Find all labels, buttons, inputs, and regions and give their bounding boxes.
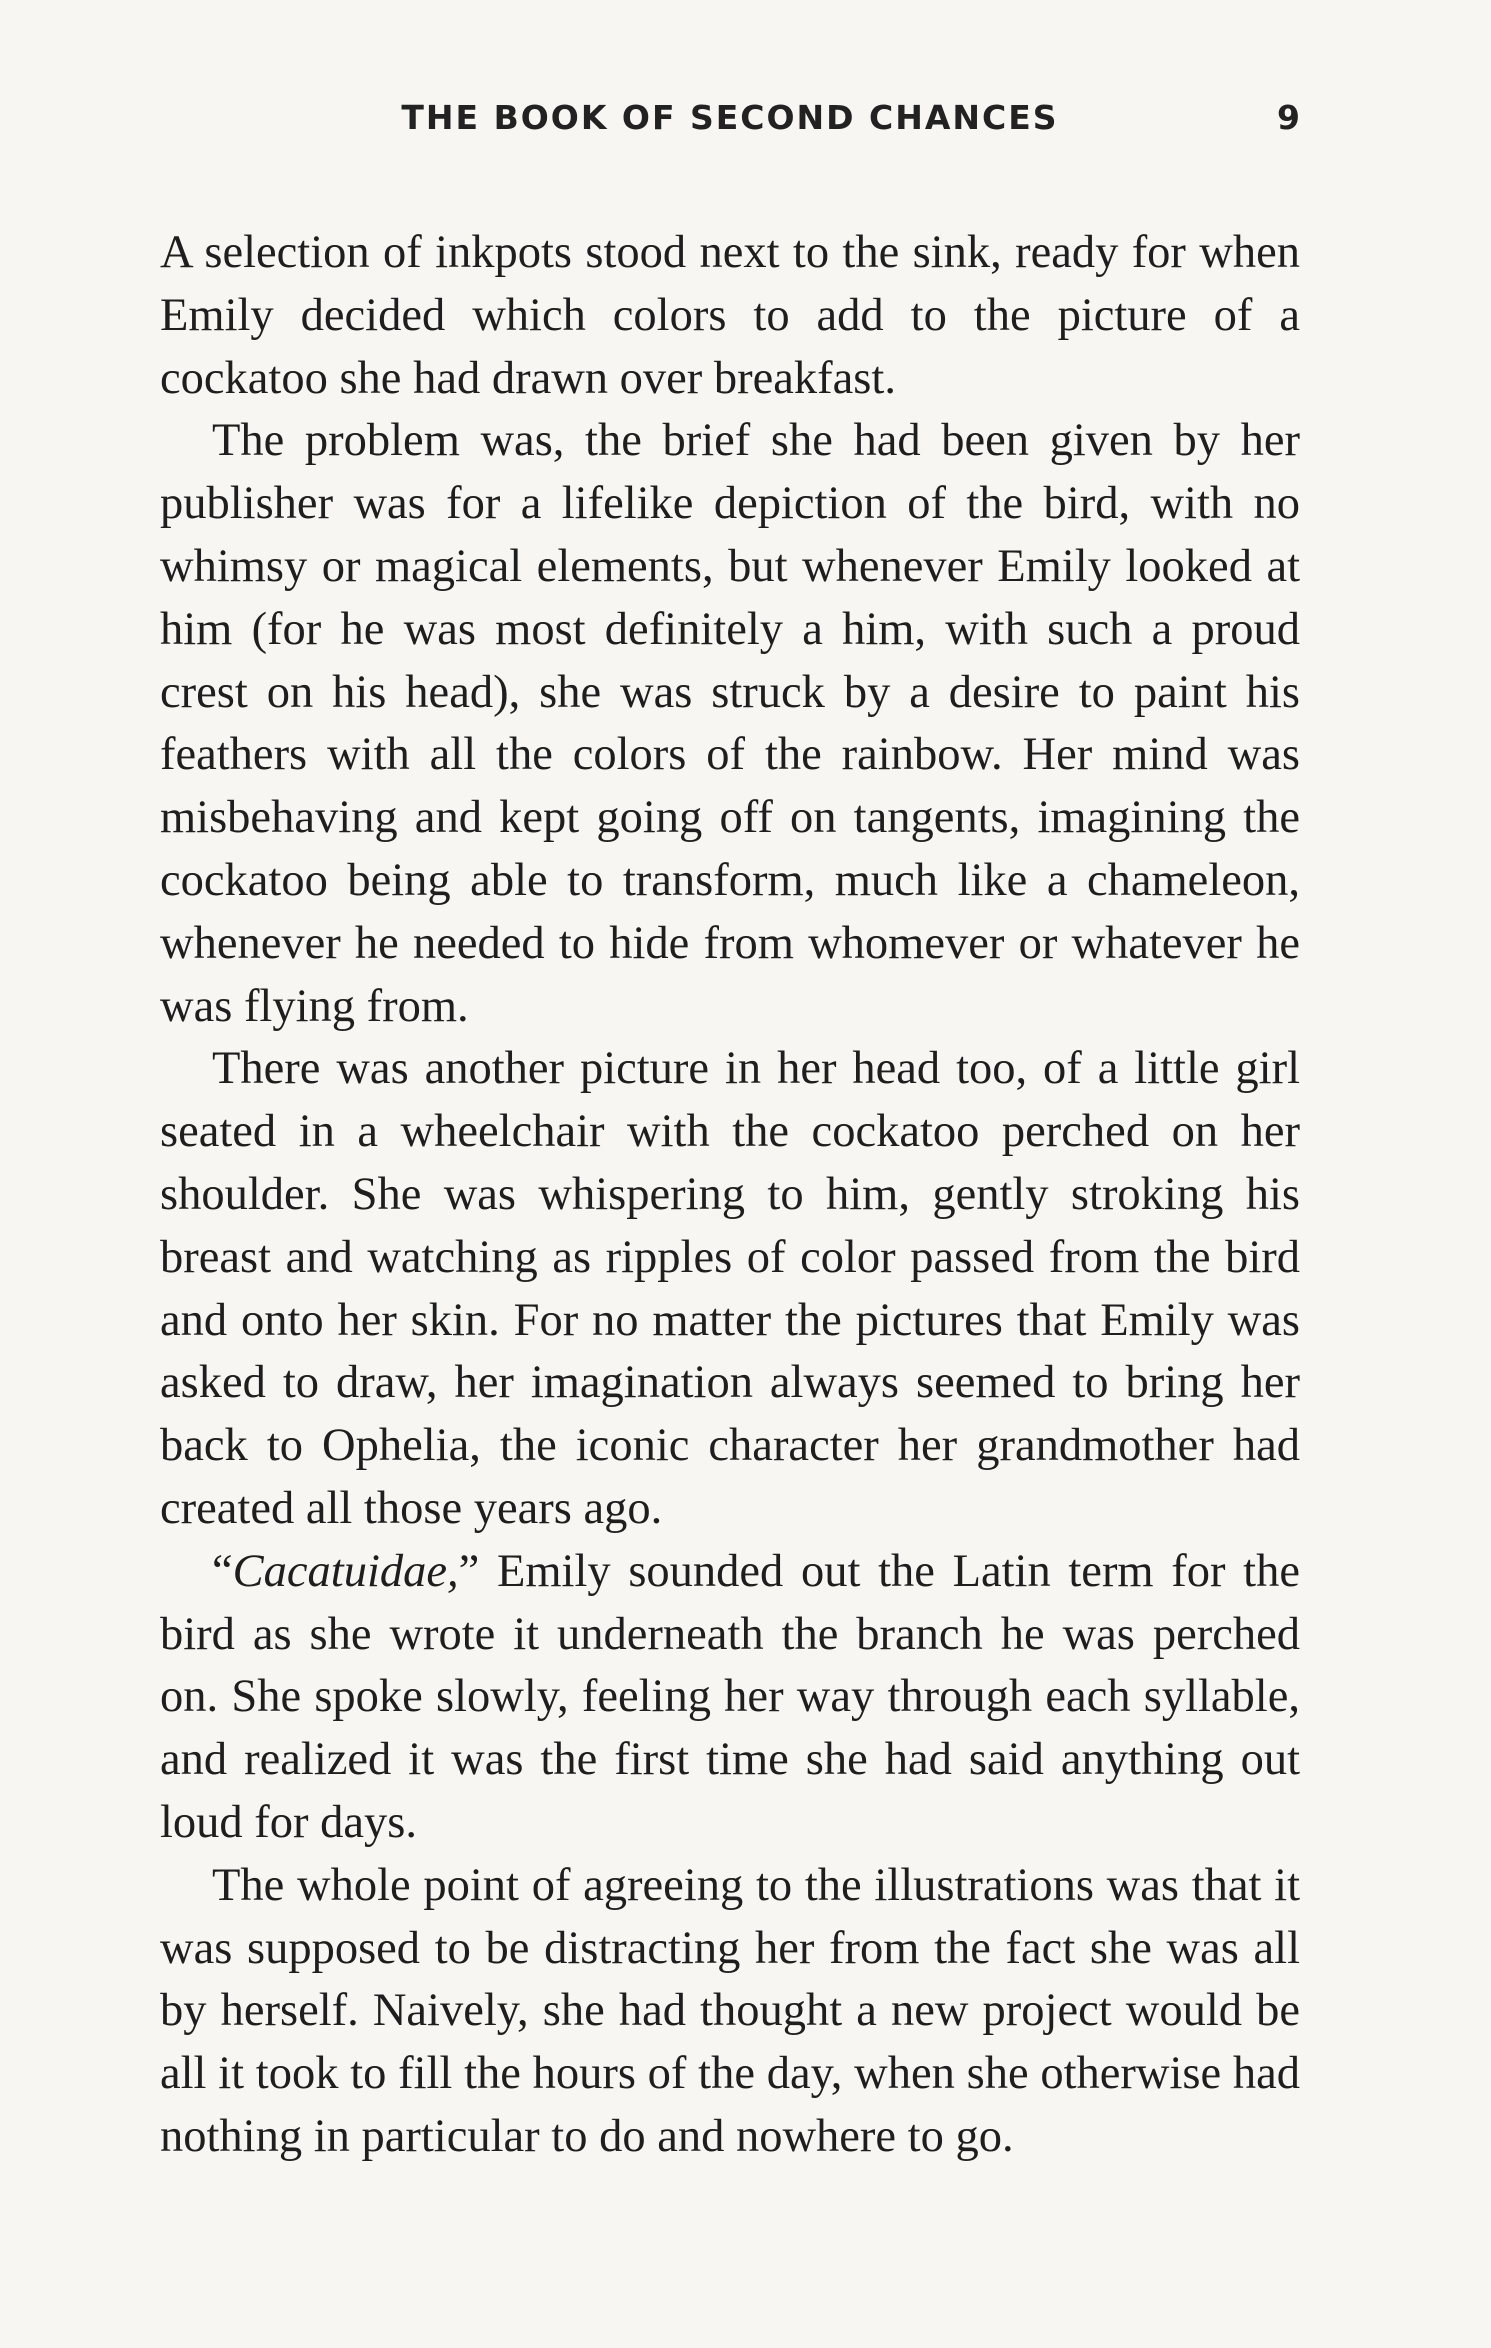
paragraph-4-text: Emily sounded out the Latin term for the bird as she wrote it underneath the branch he was perched on. She spoke slowly, feeling her way through each syllable, and realized it was the first time she had said anything out loud for days.	[160, 1545, 1300, 1848]
paragraph-1: A selection of inkpots stood next to the sink, ready for when Emily decided which colors to add to the picture of a cockatoo she had drawn over breakfast.	[160, 227, 1300, 404]
latin-term: Cacatuidae,	[232, 1545, 459, 1597]
paragraph-4	[160, 1541, 1300, 1855]
page-header	[160, 98, 1300, 152]
body-text	[160, 222, 1300, 2169]
paragraph-2: The problem was, the brief she had been given by her publisher was for a lifelike depiction of the bird, with no whimsy or magical elements, but whenever Emily looked at him (for he was most definitely a him, with such a proud crest on his head), she was struck by a desire to paint his feathers with all the colors of the rainbow. Her mind was misbehaving and kept going off on tangents, imagining the cockatoo being able to transform, much like a chameleon, whenever he needed to hide from whomever or whatever he was flying from.	[160, 415, 1300, 1032]
paragraph-3: There was another picture in her head too, of a little girl seated in a wheelchair with the cockatoo perched on her shoulder. She was whispering to him, gently stroking his breast and watching as ripples of color passed from the bird and onto her skin. For no matter the pictures that Emily was asked to draw, her imagination always seemed to bring her back to Ophelia, the iconic character her grandmother had created all those years ago.	[160, 1043, 1300, 1534]
paragraph-5: The whole point of agreeing to the illustrations was that it was supposed to be distracting her from the fact she was all by herself. Naively, she had thought a new project would be all it took to fill the hours of the day, when she otherwise had nothing in particular to do and nowhere to go.	[160, 1859, 1300, 2162]
close-quote: ”	[458, 1545, 480, 1597]
running-title: THE BOOK OF SECOND CHANCES	[401, 98, 1059, 137]
open-quote: “	[212, 1545, 233, 1597]
page-number: 9	[1277, 98, 1300, 137]
